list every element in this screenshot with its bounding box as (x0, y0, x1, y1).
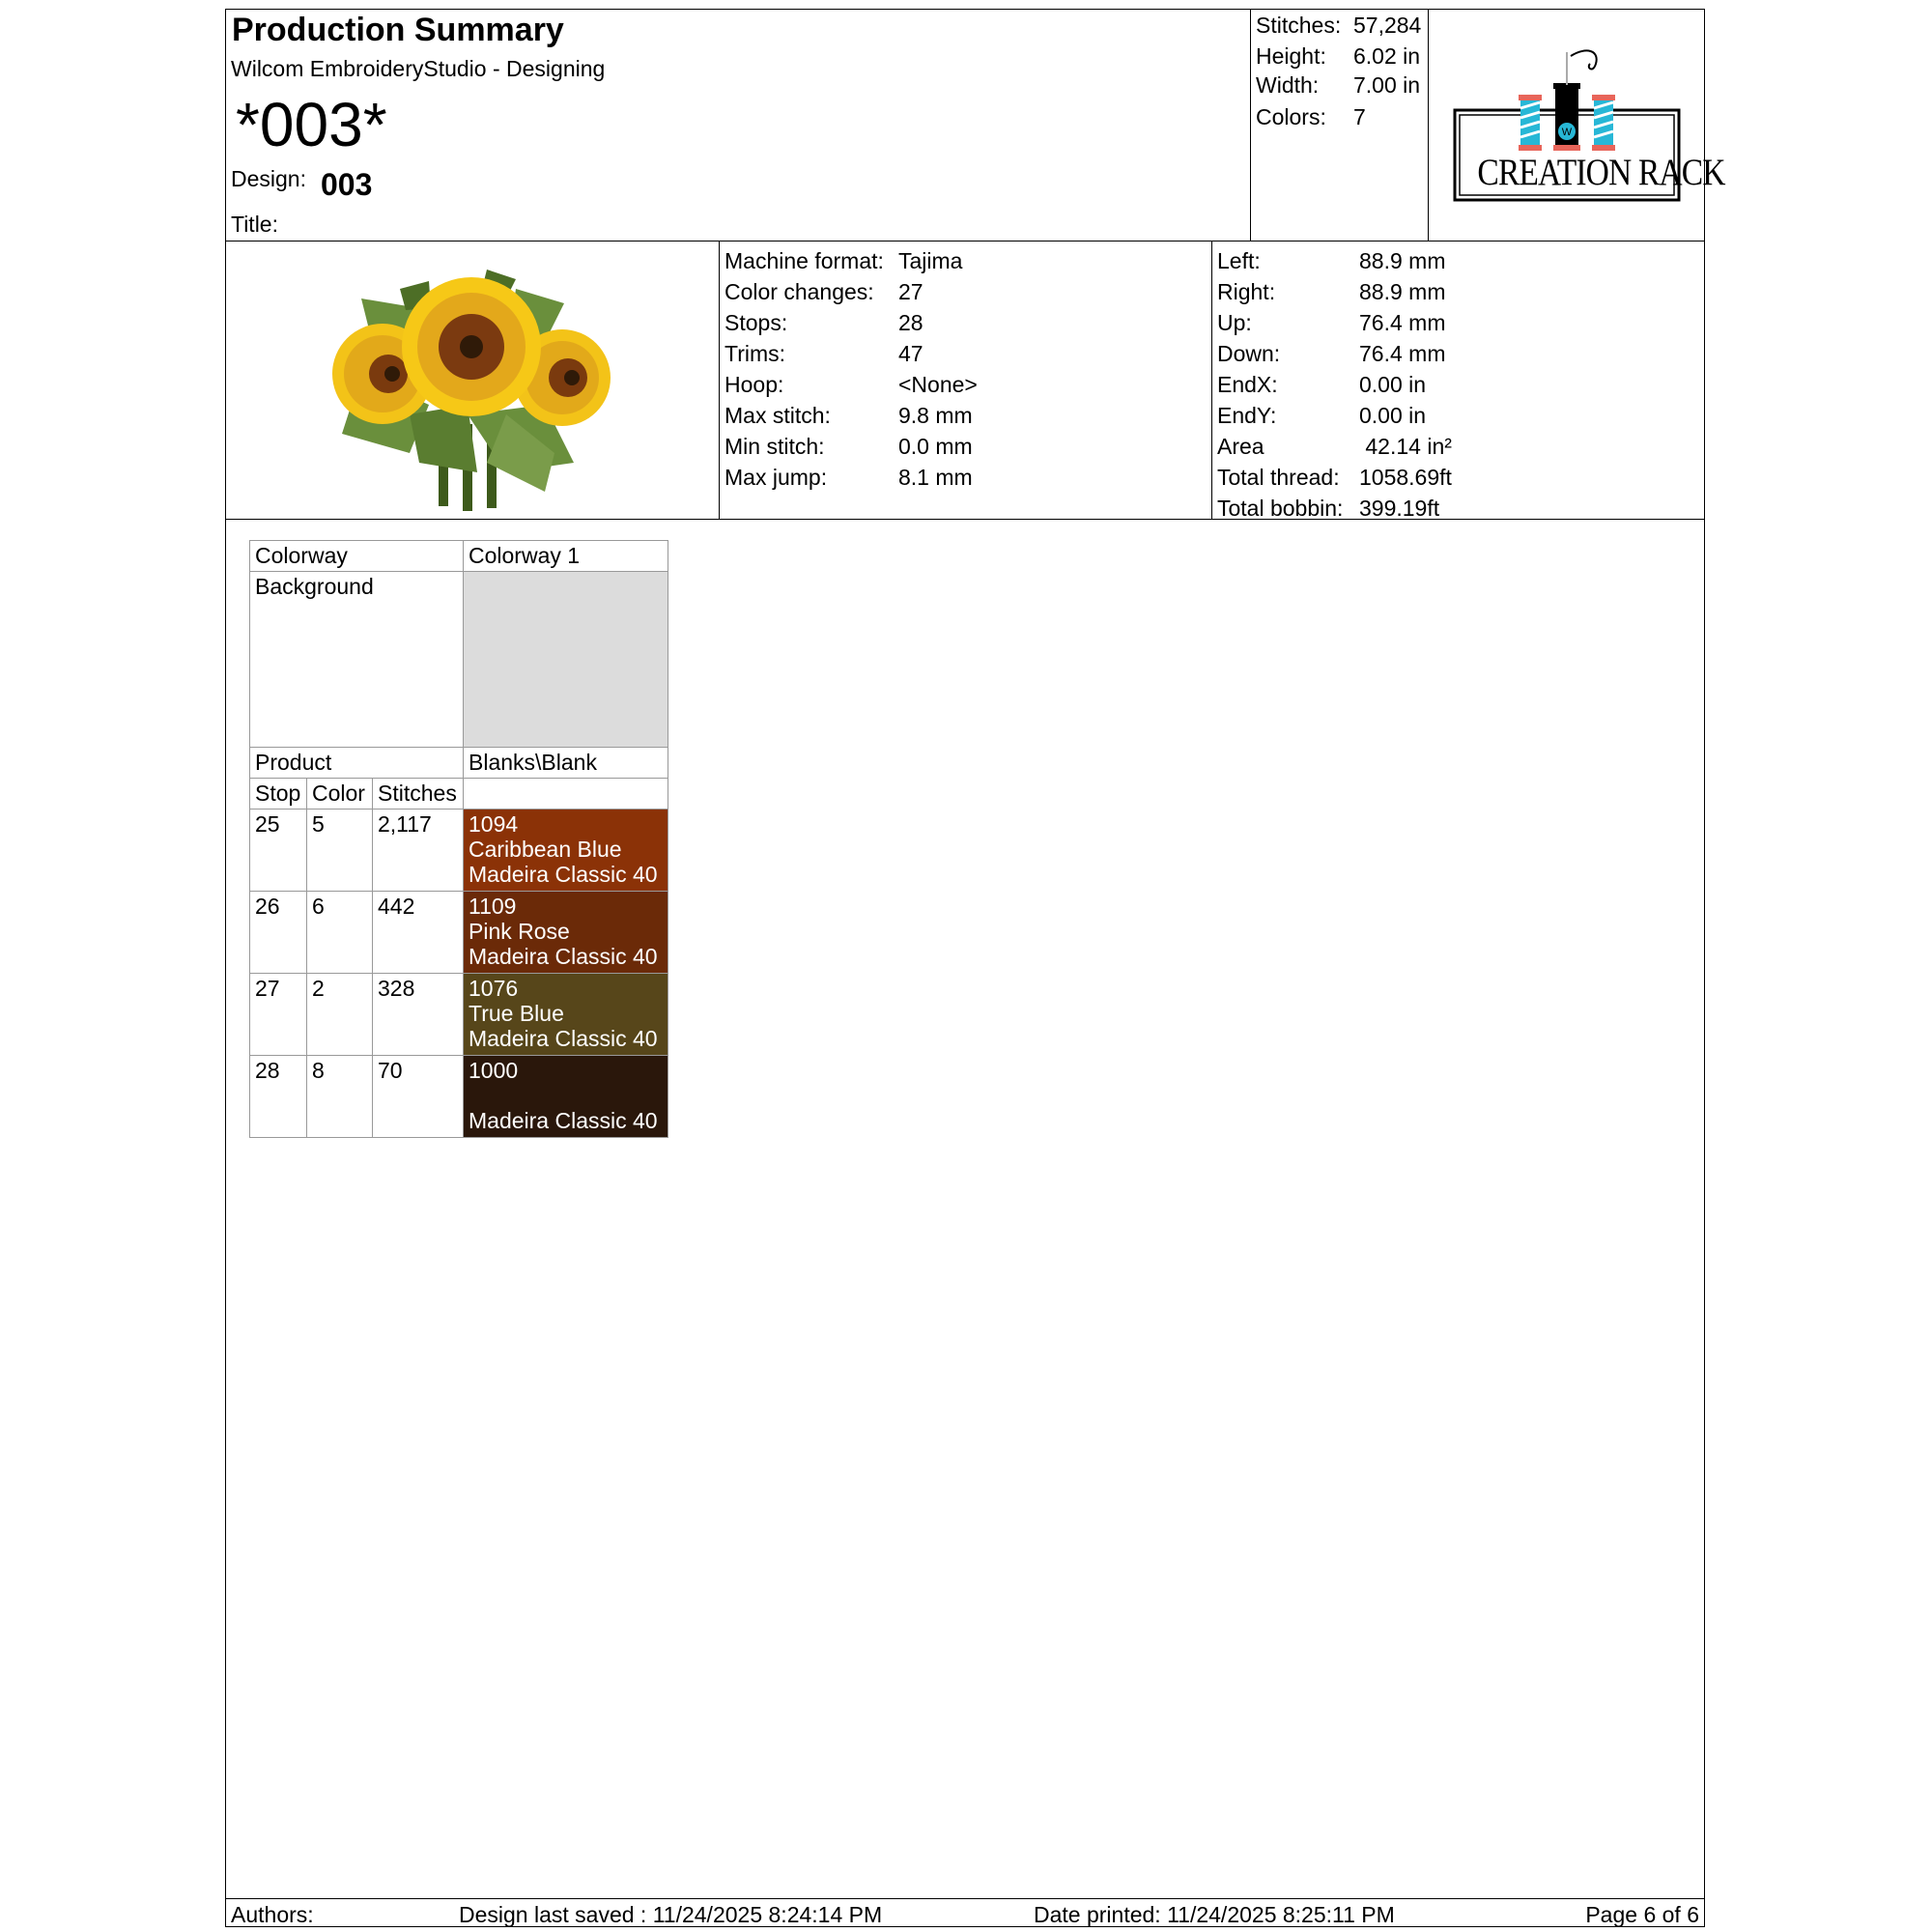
design-preview (323, 260, 622, 513)
thread-code: 1000 (469, 1058, 519, 1083)
stitches-column-header: Stitches (373, 779, 464, 810)
hoop-value: <None> (898, 372, 978, 397)
thread-name (469, 1083, 663, 1108)
stitches-value: 57,284 (1353, 13, 1422, 38)
thread-code: 1109 (469, 894, 517, 919)
machine-format-value: Tajima (898, 248, 963, 273)
max-stitch-label: Max stitch: (724, 403, 831, 428)
trims-value: 47 (898, 341, 923, 366)
design-label: Design: (231, 166, 306, 191)
background-row (250, 572, 668, 748)
max-stitch-value: 9.8 mm (898, 403, 973, 428)
colors-label: Colors: (1256, 104, 1326, 129)
thread-code: 1076 (469, 976, 519, 1001)
footer-page-number: Page 6 of 6 (1585, 1902, 1699, 1927)
down-value: 76.4 mm (1359, 341, 1446, 366)
row-stop: 28 (250, 1056, 307, 1138)
row-color: 8 (307, 1056, 373, 1138)
stitches-label: Stitches: (1256, 13, 1342, 38)
total-thread-label: Total thread: (1217, 465, 1340, 490)
up-value: 76.4 mm (1359, 310, 1446, 335)
product-label: Product (250, 748, 464, 779)
machine-format-label: Machine format: (724, 248, 884, 273)
footer-authors: Authors: (231, 1902, 314, 1927)
thread-swatch (464, 974, 668, 1056)
row-color: 6 (307, 892, 373, 974)
thread-column-header (464, 779, 668, 810)
color-changes-label: Color changes: (724, 279, 874, 304)
area-value: 42.14 in² (1359, 434, 1452, 459)
thread-swatch (464, 810, 668, 892)
up-label: Up: (1217, 310, 1252, 335)
thread-swatch (464, 1056, 668, 1138)
table-row (250, 1056, 668, 1138)
thread-brand: Madeira Classic 40 (469, 944, 658, 969)
thread-brand: Madeira Classic 40 (469, 1108, 658, 1133)
colorway-table (249, 540, 668, 1138)
max-jump-label: Max jump: (724, 465, 828, 490)
creation-rack-logo (1451, 46, 1725, 207)
column-header-row (250, 779, 668, 810)
table-row (250, 974, 668, 1056)
height-value: 6.02 in (1353, 43, 1421, 69)
product-value: Blanks\Blank (464, 748, 668, 779)
row-stitches: 328 (373, 974, 464, 1056)
title-label: Title: (231, 212, 278, 237)
endy-value: 0.00 in (1359, 403, 1427, 428)
max-jump-value: 8.1 mm (898, 465, 973, 490)
thread-code: 1094 (469, 811, 519, 837)
color-column-header: Color (307, 779, 373, 810)
preview-divider (719, 241, 720, 519)
min-stitch-label: Min stitch: (724, 434, 825, 459)
header-divider (226, 241, 1704, 242)
file-name: *003* (236, 90, 387, 159)
total-bobbin-label: Total bobbin: (1217, 496, 1344, 521)
area-label: Area (1217, 434, 1264, 459)
thread-swatch (464, 892, 668, 974)
background-label: Background (250, 572, 464, 748)
footer-divider (226, 1898, 1704, 1899)
total-bobbin-value: 399.19ft (1359, 496, 1440, 521)
stop-column-header: Stop (250, 779, 307, 810)
table-row (250, 892, 668, 974)
row-stitches: 70 (373, 1056, 464, 1138)
software-name: Wilcom EmbroideryStudio - Designing (231, 56, 606, 81)
row-stop: 27 (250, 974, 307, 1056)
logo-text: CREATION RACK (1477, 152, 1725, 193)
row-stitches: 442 (373, 892, 464, 974)
production-summary-page (225, 9, 1725, 1927)
colors-value: 7 (1353, 104, 1366, 129)
left-value: 88.9 mm (1359, 248, 1446, 273)
color-changes-value: 27 (898, 279, 923, 304)
info-divider (226, 519, 1704, 520)
logo-divider (1428, 10, 1429, 241)
svg-text:W: W (1561, 127, 1573, 138)
total-thread-value: 1058.69ft (1359, 465, 1452, 490)
product-row (250, 748, 668, 779)
right-label: Right: (1217, 279, 1276, 304)
background-swatch (464, 572, 668, 748)
endx-value: 0.00 in (1359, 372, 1427, 397)
footer-date-printed: Date printed: 11/24/2025 8:25:11 PM (1034, 1902, 1395, 1927)
colorway-label: Colorway (250, 541, 464, 572)
page-title: Production Summary (232, 12, 564, 48)
table-row (250, 810, 668, 892)
hoop-label: Hoop: (724, 372, 784, 397)
trims-label: Trims: (724, 341, 786, 366)
endx-label: EndX: (1217, 372, 1278, 397)
footer-last-saved: Design last saved : 11/24/2025 8:24:14 PM (459, 1902, 883, 1927)
thread-brand: Madeira Classic 40 (469, 1026, 658, 1051)
stops-value: 28 (898, 310, 923, 335)
width-label: Width: (1256, 72, 1320, 98)
height-label: Height: (1256, 43, 1326, 69)
endy-label: EndY: (1217, 403, 1277, 428)
colorway-row (250, 541, 668, 572)
thread-name: Pink Rose (469, 919, 570, 944)
down-label: Down: (1217, 341, 1281, 366)
row-stop: 25 (250, 810, 307, 892)
width-value: 7.00 in (1353, 72, 1421, 98)
right-value: 88.9 mm (1359, 279, 1446, 304)
sunflower-design-icon (323, 260, 622, 513)
thread-name: True Blue (469, 1001, 564, 1026)
row-stop: 26 (250, 892, 307, 974)
colorway-value: Colorway 1 (464, 541, 668, 572)
left-label: Left: (1217, 248, 1261, 273)
row-color: 2 (307, 974, 373, 1056)
row-stitches: 2,117 (373, 810, 464, 892)
summary-divider (1250, 10, 1251, 241)
row-color: 5 (307, 810, 373, 892)
extents-divider (1211, 241, 1212, 519)
stops-label: Stops: (724, 310, 788, 335)
min-stitch-value: 0.0 mm (898, 434, 973, 459)
design-value: 003 (321, 167, 373, 202)
thread-brand: Madeira Classic 40 (469, 862, 658, 887)
thread-name: Caribbean Blue (469, 837, 622, 862)
